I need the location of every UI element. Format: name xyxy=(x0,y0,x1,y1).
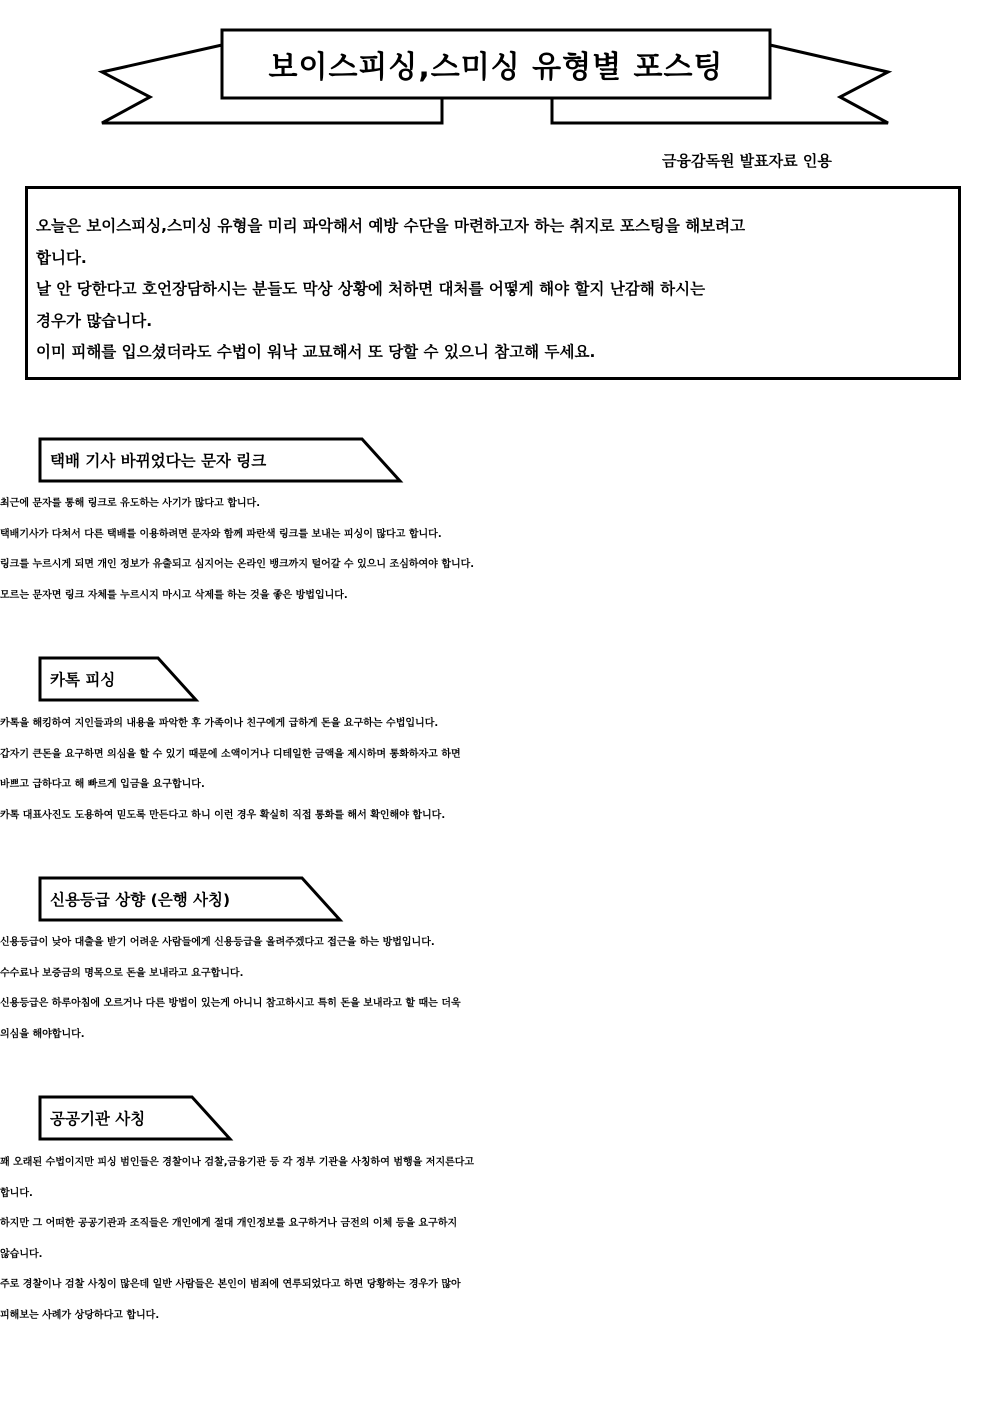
section-title: 택배 기사 바뀌었다는 문자 링크 xyxy=(50,452,267,470)
section-title: 신용등급 상향 (은행 사칭) xyxy=(50,891,231,909)
section-line: 신용등급이 낮아 대출을 받기 어려운 사람들에게 신용등급을 올려주겠다고 접근을 하는 방법입니다. xyxy=(0,937,435,948)
page-title: 보이스피싱,스미싱 유형별 포스팅 xyxy=(268,50,724,85)
section-line: 최근에 문자를 통해 링크로 유도하는 사기가 많다고 합니다. xyxy=(0,498,261,509)
intro-box xyxy=(25,186,961,380)
intro-line: 합니다. xyxy=(36,248,87,267)
intro-line: 날 안 당한다고 호언장담하시는 분들도 막상 상황에 처하면 대처를 어떻게 해야 할지 난감해 하시는 xyxy=(36,280,706,298)
section-line: 모르는 문자면 링크 자체를 누르시지 마시고 삭제를 하는 것을 좋은 방법입니다. xyxy=(0,589,348,601)
section-line: 않습니다. xyxy=(0,1248,43,1260)
section-line: 갑자기 큰돈을 요구하면 의심을 할 수 있기 때문에 소액이거나 디테일한 금액을 제시하며 통화하자고 하면 xyxy=(0,748,461,760)
intro-line: 이미 피해를 입으셨더라도 수법이 워낙 교묘해서 또 당할 수 있으니 참고해 두세요. xyxy=(36,343,596,361)
section-title: 카톡 피싱 xyxy=(50,671,116,689)
section-line: 합니다. xyxy=(0,1187,33,1199)
section-line: 수수료나 보증금의 명목으로 돈을 보내라고 요구합니다. xyxy=(0,967,244,979)
intro-line: 경우가 많습니다. xyxy=(36,311,153,330)
section-tag-kakao-phishing xyxy=(38,656,200,702)
section-line: 주로 경찰이나 검찰 사칭이 많은데 일반 사람들은 본인이 범죄에 연루되었다고 하면 당황하는 경우가 많아 xyxy=(0,1279,461,1290)
section-line: 의심을 해야합니다. xyxy=(0,1028,85,1040)
section-line: 카톡을 해킹하여 지인들과의 내용을 파악한 후 가족이나 친구에게 급하게 돈을 요구하는 수법입니다. xyxy=(0,718,439,729)
section-line: 바쁘고 급하다고 해 빠르게 입금을 요구합니다. xyxy=(0,779,205,790)
section-body-kakao-phishing xyxy=(0,709,992,831)
section-line: 피해보는 사례가 상당하다고 합니다. xyxy=(0,1309,160,1321)
section-tag-credit-rating xyxy=(38,876,344,922)
section-line: 신용등급은 하루아침에 오르거나 다른 방법이 있는게 아니니 참고하시고 특히 돈을 보내라고 할 때는 더욱 xyxy=(0,998,461,1009)
section-body-credit-rating xyxy=(0,928,992,1050)
section-line: 하지만 그 어떠한 공공기관과 조직들은 개인에게 절대 개인정보를 요구하거나 금전의 이체 등을 요구하지 xyxy=(0,1218,458,1229)
section-line: 링크를 누르시게 되면 개인 정보가 유출되고 심지어는 온라인 뱅크까지 털어갈 수 있으니 조심하여야 합니다. xyxy=(0,559,475,570)
section-line: 꽤 오래된 수법이지만 피싱 범인들은 경찰이나 검찰,금융기관 등 각 정부 기관을 사칭하여 범행을 저지른다고 xyxy=(0,1157,475,1168)
section-body-parcel-link xyxy=(0,489,992,611)
section-line: 택배기사가 다쳐서 다른 택배를 이용하려면 문자와 함께 파란색 링크를 보내는 피싱이 많다고 합니다. xyxy=(0,528,442,540)
source-note: 금융감독원 발표자료 인용 xyxy=(662,152,832,170)
section-title: 공공기관 사칭 xyxy=(50,1110,146,1128)
section-tag-parcel-link xyxy=(38,437,404,483)
section-body-public-agency xyxy=(0,1148,992,1331)
section-tag-public-agency xyxy=(38,1095,234,1141)
section-line: 카톡 대표사진도 도용하여 믿도록 만든다고 하니 이런 경우 확실히 직접 통화를 해서 확인해야 합니다. xyxy=(0,809,446,821)
intro-line: 오늘은 보이스피싱,스미싱 유형을 미리 파악해서 예방 수단을 마련하고자 하는 취지로 포스팅을 해보려고 xyxy=(36,217,746,235)
